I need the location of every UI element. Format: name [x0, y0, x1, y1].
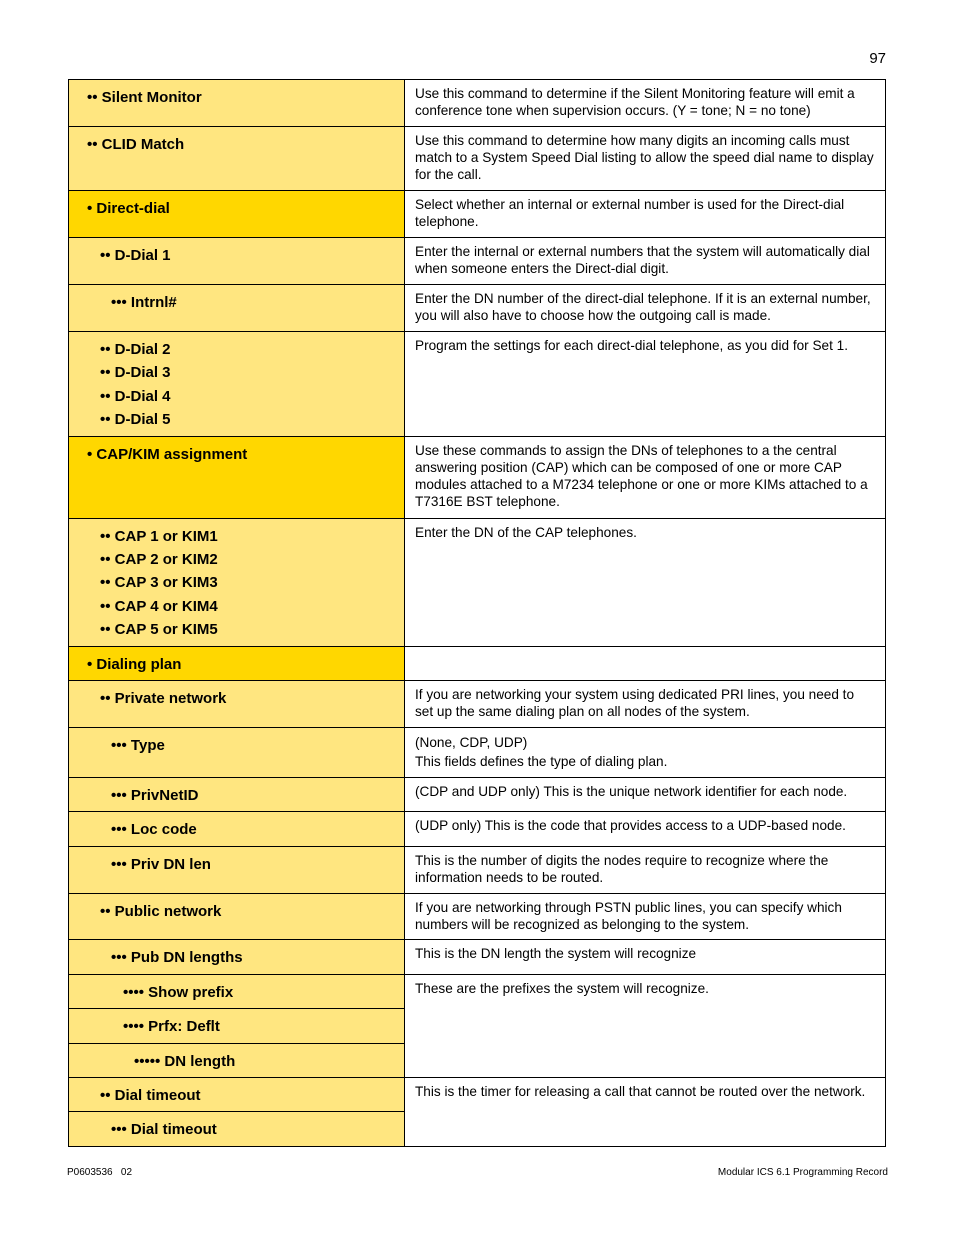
setting-description: (CDP and UDP only) This is the unique network identifier for each node.: [405, 778, 886, 812]
setting-description: If you are networking your system using dedicated PRI lines, you need to set up the same dialing plan on all nodes of the system.: [405, 681, 886, 728]
table-row: [69, 681, 886, 728]
setting-label: • CAP/KIM assignment: [69, 436, 405, 518]
setting-label: ••• PrivNetID: [69, 778, 405, 812]
setting-label: •••• Show prefix: [69, 974, 405, 1008]
setting-description: These are the prefixes the system will recognize.: [405, 974, 886, 1077]
setting-label: ••• Dial timeout: [69, 1112, 405, 1146]
setting-description: Use these commands to assign the DNs of telephones to a the central answering position (CAP) which can be composed of one or more CAP modules attached to a M7234 telephone or one or more KIMs attached to a T7316E BST telephone.: [405, 436, 886, 518]
setting-label: •• Private network: [69, 681, 405, 728]
table-row: [69, 80, 886, 127]
setting-label-group: •• CAP 1 or KIM1 •• CAP 2 or KIM2 •• CAP 3 or KIM3 •• CAP 4 or KIM4 •• CAP 5 or KIM5: [69, 518, 405, 646]
setting-label: ••• Loc code: [69, 812, 405, 846]
table-row: [69, 127, 886, 191]
setting-label: •• Silent Monitor: [69, 80, 405, 127]
table-row: [69, 974, 886, 1008]
setting-description: This is the timer for releasing a call that cannot be routed over the network.: [405, 1077, 886, 1146]
setting-description: Select whether an internal or external number is used for the Direct-dial telephone.: [405, 191, 886, 238]
table-row: [69, 646, 886, 680]
setting-description: Use this command to determine if the Silent Monitoring feature will emit a conference tone when supervision occurs. (Y = tone; N = no tone): [405, 80, 886, 127]
setting-description: (UDP only) This is the code that provides access to a UDP-based node.: [405, 812, 886, 846]
setting-description: Enter the DN of the CAP telephones.: [405, 518, 886, 646]
table-row: [69, 332, 886, 437]
table-row: [69, 436, 886, 518]
setting-description: This is the number of digits the nodes require to recognize where the information needs to be routed.: [405, 846, 886, 893]
setting-label: ••• Intrnl#: [69, 285, 405, 332]
table-row: [69, 778, 886, 812]
setting-label: •• Dial timeout: [69, 1077, 405, 1111]
setting-label: ••• Pub DN lengths: [69, 940, 405, 974]
setting-label: •••• Prfx: Deflt: [69, 1009, 405, 1043]
table-row: [69, 285, 886, 332]
table-row: [69, 940, 886, 974]
table-row: [69, 728, 886, 778]
table-row: [69, 846, 886, 893]
table-row: [69, 1077, 886, 1111]
setting-description: If you are networking through PSTN public lines, you can specify which numbers will be recognized as belonging to the system.: [405, 893, 886, 939]
setting-label: ••• Priv DN len: [69, 846, 405, 893]
setting-description: Program the settings for each direct-dial telephone, as you did for Set 1.: [405, 332, 886, 437]
table-row: [69, 893, 886, 939]
setting-description: Enter the DN number of the direct-dial telephone. If it is an external number, you will also have to choose how the outgoing call is made.: [405, 285, 886, 332]
document-title: Modular ICS 6.1 Programming Record: [717, 1167, 888, 1178]
setting-label: •• D-Dial 1: [69, 238, 405, 285]
programming-table: [68, 79, 886, 1147]
setting-label: ••• Type: [69, 728, 405, 778]
setting-label: • Dialing plan: [69, 646, 405, 680]
table-row: [69, 518, 886, 646]
setting-label: •• CLID Match: [69, 127, 405, 191]
table-row: [69, 812, 886, 846]
setting-description: (None, CDP, UDP) This fields defines the type of dialing plan.: [405, 728, 886, 778]
setting-description: [405, 646, 886, 680]
page-number: 97: [869, 50, 886, 67]
setting-label: •• Public network: [69, 893, 405, 939]
setting-label-group: •• D-Dial 2 •• D-Dial 3 •• D-Dial 4 •• D-Dial 5: [69, 332, 405, 437]
table-row: [69, 238, 886, 285]
setting-label: • Direct-dial: [69, 191, 405, 238]
setting-label: ••••• DN length: [69, 1043, 405, 1077]
document-code: P0603536 02: [67, 1167, 133, 1178]
setting-description: This is the DN length the system will recognize: [405, 940, 886, 974]
setting-description: Enter the internal or external numbers that the system will automatically dial when someone enters the Direct-dial digit.: [405, 238, 886, 285]
setting-description: Use this command to determine how many digits an incoming calls must match to a System Speed Dial listing to allow the speed dial name to display for the call.: [405, 127, 886, 191]
table-row: [69, 191, 886, 238]
